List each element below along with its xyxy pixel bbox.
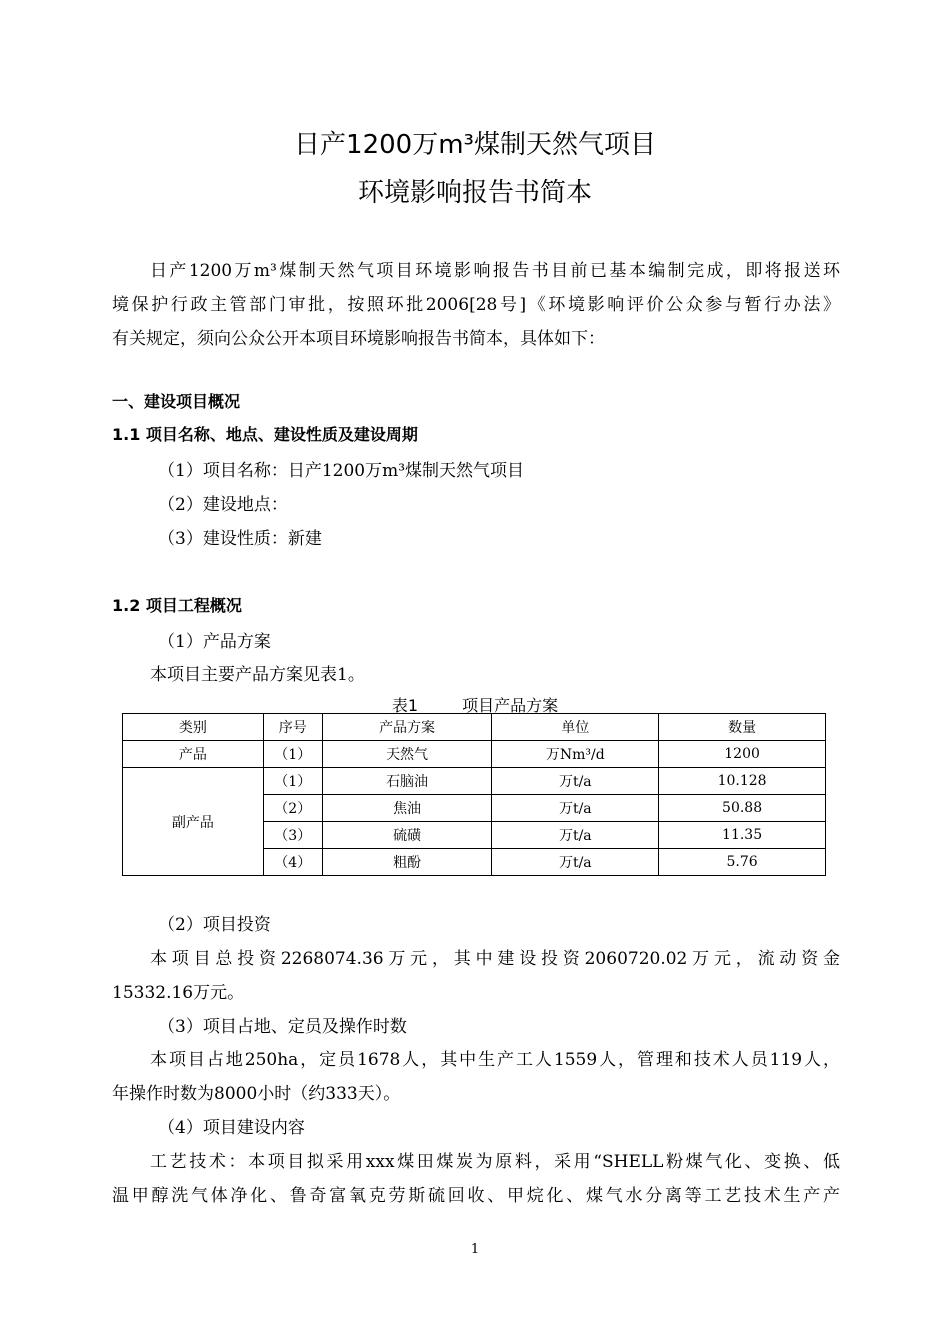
table-cell: 50.88 — [659, 795, 826, 822]
table-cell: 万t/a — [492, 849, 659, 876]
product-plan-table — [122, 713, 826, 876]
table-cell: 硫磺 — [322, 822, 492, 849]
table-cell: （4） — [263, 849, 322, 876]
table-cell: （2） — [263, 795, 322, 822]
intro-line2: 境保护行政主管部门审批，按照环批2006[28号]《环境影响评价公众参与暂行办法》 — [112, 295, 840, 315]
intro-line1: 日产1200万m³煤制天然气项目环境影响报告书目前已基本编制完成，即将报送环 — [150, 261, 840, 281]
category-cell: 副产品 — [123, 768, 264, 876]
document-title-line2: 环境影响报告书简本 — [357, 178, 592, 208]
construction-heading: （4）项目建设内容 — [158, 1118, 305, 1138]
table-cell: 10.128 — [659, 768, 826, 795]
table-cell: 天然气 — [322, 741, 492, 768]
table-row — [123, 741, 826, 768]
intro-line3: 有关规定，须向公众公开本项目环境影响报告书简本，具体如下： — [112, 329, 605, 349]
table-cell: 万Nm³/d — [492, 741, 659, 768]
section1-1-heading: 1.1 项目名称、地点、建设性质及建设周期 — [112, 425, 418, 444]
table-row — [123, 768, 826, 795]
construction-line2: 温甲醇洗气体净化、鲁奇富氧克劳斯硫回收、甲烷化、煤气水分离等工艺技术生产产 — [112, 1186, 840, 1206]
table-cell: 万t/a — [492, 795, 659, 822]
table-cell: 万t/a — [492, 768, 659, 795]
table-header-cell: 序号 — [263, 714, 322, 741]
project-location-item: （2）建设地点： — [158, 495, 288, 515]
table-cell: 11.35 — [659, 822, 826, 849]
table-cell: 1200 — [659, 741, 826, 768]
table-cell: 焦油 — [322, 795, 492, 822]
table-cell: 粗酚 — [322, 849, 492, 876]
page-number: 1 — [470, 1242, 480, 1257]
land-line2: 年操作时数为8000小时（约333天）。 — [112, 1084, 401, 1104]
table-cell: （1） — [263, 741, 322, 768]
table-header-cell: 产品方案 — [322, 714, 492, 741]
table-cell: 万t/a — [492, 822, 659, 849]
table-cell: 石脑油 — [322, 768, 492, 795]
project-nature-item: （3）建设性质：新建 — [158, 529, 322, 549]
table-header-cell: 单位 — [492, 714, 659, 741]
table-caption-number: 表1 — [391, 696, 419, 715]
product-plan-heading: （1）产品方案 — [158, 632, 271, 652]
table-header-cell: 数量 — [659, 714, 826, 741]
investment-heading: （2）项目投资 — [158, 915, 271, 935]
category-cell: 产品 — [123, 741, 264, 768]
section1-heading: 一、建设项目概况 — [112, 392, 241, 411]
construction-line1: 工艺技术：本项目拟采用xxx煤田煤炭为原料，采用“SHELL粉煤气化、变换、低 — [150, 1152, 840, 1172]
table-cell: 5.76 — [659, 849, 826, 876]
table-header-row — [123, 714, 826, 741]
investment-line2: 15332.16万元。 — [112, 983, 245, 1003]
land-heading: （3）项目占地、定员及操作时数 — [158, 1017, 407, 1037]
table-caption-title: 项目产品方案 — [462, 696, 559, 715]
table-cell: （3） — [263, 822, 322, 849]
land-line1: 本项目占地250ha，定员1678人，其中生产工人1559人，管理和技术人员119人， — [150, 1050, 840, 1070]
table-cell: （1） — [263, 768, 322, 795]
section1-2-heading: 1.2 项目工程概况 — [112, 596, 242, 615]
product-plan-intro: 本项目主要产品方案见表1。 — [150, 665, 365, 685]
investment-line1: 本项目总投资2268074.36万元，其中建设投资2060720.02万元，流动资金 — [150, 949, 840, 969]
project-name-item: （1）项目名称：日产1200万m³煤制天然气项目 — [158, 461, 525, 481]
table-header-cell: 类别 — [123, 714, 264, 741]
document-title-line1: 日产1200万m³煤制天然气项目 — [294, 130, 656, 160]
